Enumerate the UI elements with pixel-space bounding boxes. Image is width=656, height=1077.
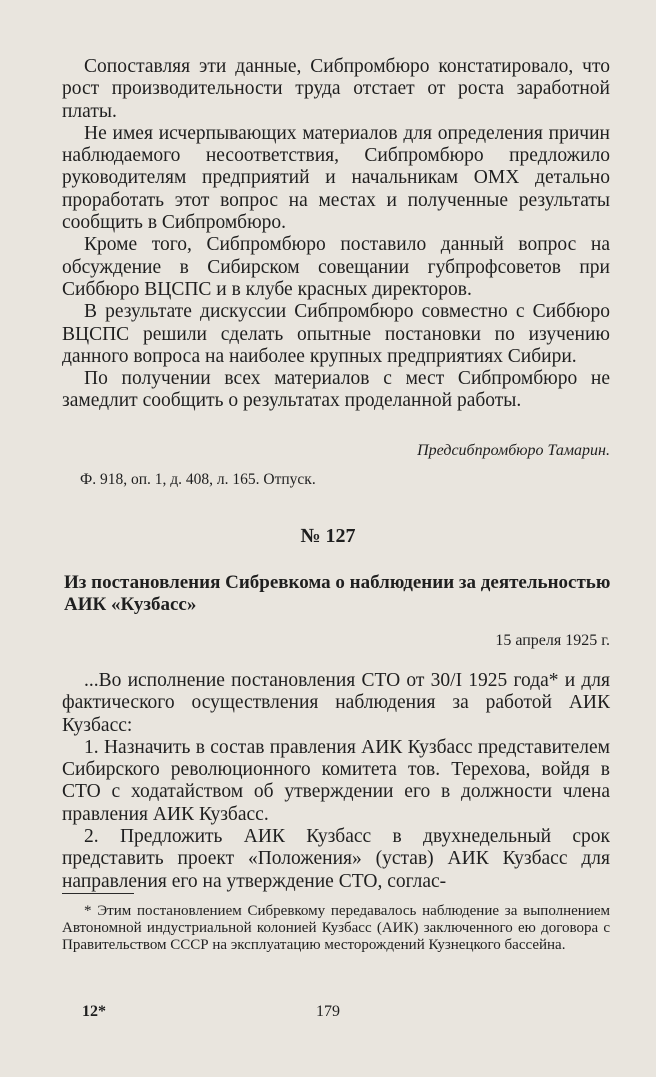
paragraph: Сопоставляя эти данные, Сибпромбюро констатировало, что рост производительности труда отстает от роста заработной платы. <box>62 56 610 122</box>
paragraph: 2. Предложить АИК Кузбасс в двухнедельный срок представить проект «Положения» (устав) АИК Кузбасс для направления его на утверждение СТО, соглас- <box>62 826 610 892</box>
top-text-block <box>62 56 610 413</box>
document-title: Из постановления Сибревкома о наблюдении за деятельностью АИК «Кузбасс» <box>64 572 611 615</box>
document-number: № 127 <box>300 525 356 547</box>
signature: Предсибпромбюро Тамарин. <box>417 442 610 459</box>
page-number: 179 <box>316 1003 340 1020</box>
paragraph: 1. Назначить в состав правления АИК Кузбасс представителем Сибирского революционного комитета тов. Терехова, войдя в СТО с ходатайством об утверждении его в должности члена правления АИК Кузбасс. <box>62 736 610 825</box>
archive-reference: Ф. 918, оп. 1, д. 408, л. 165. Отпуск. <box>80 471 316 488</box>
paragraph: В результате дискуссии Сибпромбюро совместно с Сиббюро ВЦСПС решили сделать опытные постановки по изучению данного вопроса на наиболее крупных предприятиях Сибири. <box>62 301 610 367</box>
paragraph: По получении всех материалов с мест Сибпромбюро не замедлит сообщить о результатах проделанной работы. <box>62 368 610 412</box>
paragraph: ...Во исполнение постановления СТО от 30/I 1925 года* и для фактического осуществления наблюдения за работой АИК Кузбасс: <box>62 670 610 736</box>
document-date: 15 апреля 1925 г. <box>495 632 610 649</box>
sheet-signature-mark: 12* <box>82 1003 106 1020</box>
paragraph: Кроме того, Сибпромбюро поставило данный вопрос на обсуждение в Сибирском совещании губпрофсоветов при Сиббюро ВЦСПС и в клубе красных директоров. <box>62 234 610 300</box>
bottom-text-block <box>62 670 610 893</box>
footnote: * Этим постановлением Сибревкому передавалось наблюдение за выполнением Автономной индустриальной колонией Кузбасс (АИК) заключенного ею договора с Правительством СССР на эксплуатацию месторождений Кузнецкого бассейна. <box>62 903 610 953</box>
paragraph: Не имея исчерпывающих материалов для определения причин наблюдаемого несоответствия, Сибпромбюро предложило руководителям предприятий и начальникам ОМХ детально проработать этот вопрос на местах и полученные результаты сообщить в Сибпромбюро. <box>62 122 610 234</box>
footnote-divider <box>62 893 134 894</box>
